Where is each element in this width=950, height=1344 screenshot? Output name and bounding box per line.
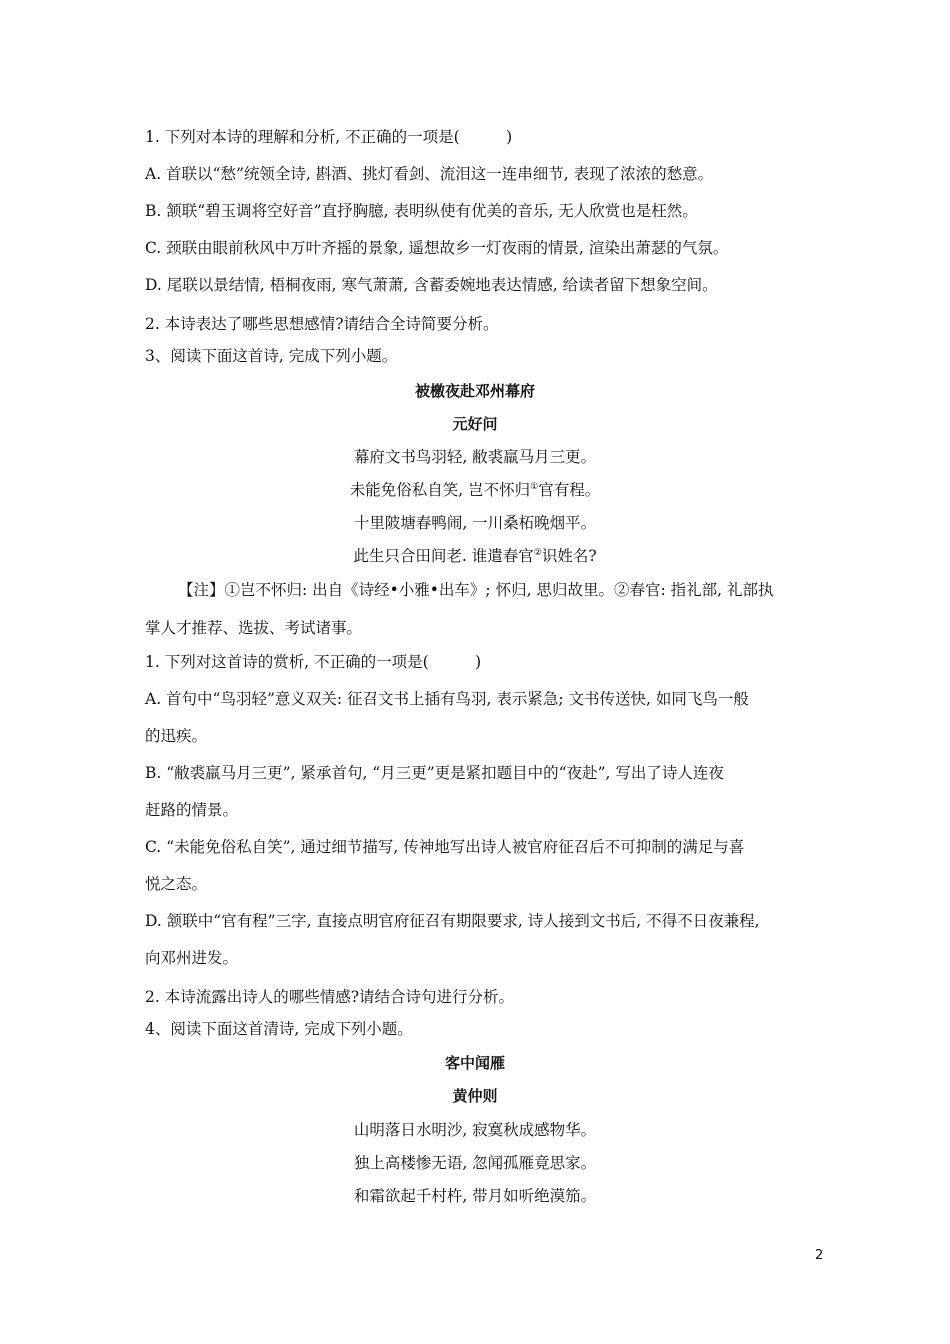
section3-option-a-line-2: 的迅疾。 [145, 727, 208, 745]
poem3-note-line-1: 【注】①岂不怀归: 出自《诗经•小雅•出车》; 怀归, 思归故里。②春官: 指礼部, 礼部执 [178, 581, 774, 599]
poem4-author: 黄仲则 [452, 1087, 498, 1105]
section3-option-b-line-1: B. “敝裘羸马月三更”, 紧承首句, “月三更”更是紧扣题目中的“夜赴”, 写出了诗人连夜 [145, 764, 724, 782]
poem3-author: 元好问 [452, 415, 498, 433]
poem4-line-3: 和霜欲起千村杵, 带月如听绝漠笳。 [353, 1187, 597, 1205]
prev-question-1: 1. 下列对本诗的理解和分析, 不正确的一项是( ) [145, 128, 513, 146]
poem3-line-4: 此生只合田间老. 谁遣春官②识姓名? [353, 547, 597, 565]
prev-option-b: B. 颔联“碧玉调将空好音”直抒胸臆, 表明纵使有优美的音乐, 无人欣赏也是枉然。 [145, 202, 698, 220]
prev-option-c: C. 颈联由眼前秋风中万叶齐摇的景象, 遥想故乡一灯夜雨的情景, 渲染出萧瑟的气氛。 [145, 239, 729, 257]
section3-question-2: 2. 本诗流露出诗人的哪些情感?请结合诗句进行分析。 [145, 988, 515, 1006]
poem3-title: 被檄夜赴邓州幕府 [414, 382, 535, 400]
section3-option-d-line-1: D. 颔联中“官有程”三字, 直接点明官府征召有期限要求, 诗人接到文书后, 不得不日夜兼程, [145, 912, 760, 930]
section3-option-c-line-1: C. “未能免俗私自笑”, 通过细节描写, 传神地写出诗人被官府征召后不可抑制的满足与喜 [145, 838, 745, 856]
section3-question-1: 1. 下列对这首诗的赏析, 不正确的一项是( ) [145, 653, 482, 671]
section3-option-c-line-2: 悦之态。 [145, 875, 208, 893]
section4-intro: 4、阅读下面这首清诗, 完成下列小题。 [145, 1020, 413, 1038]
section3-intro: 3、阅读下面这首诗, 完成下列小题。 [145, 347, 398, 365]
poem3-line-3: 十里陂塘春鸭闹, 一川桑柘晚烟平。 [353, 514, 597, 532]
poem4-title: 客中闻雁 [444, 1054, 505, 1072]
poem3-line-1: 幕府文书鸟羽轻, 敝裘羸马月三更。 [353, 448, 597, 466]
prev-option-a: A. 首联以“愁”统领全诗, 斟酒、挑灯看剑、流泪这一连串细节, 表现了浓浓的愁意。 [145, 165, 714, 183]
poem4-line-1: 山明落日水明沙, 寂寞秋成感物华。 [353, 1121, 597, 1139]
prev-option-d: D. 尾联以景结情, 梧桐夜雨, 寒气萧萧, 含蓄委婉地表达情感, 给读者留下想象空间。 [145, 276, 718, 294]
poem3-note-line-2: 掌人才推荐、选拔、考试诸事。 [145, 619, 363, 637]
prev-question-2: 2. 本诗表达了哪些思想感情?请结合全诗简要分析。 [145, 315, 499, 333]
page-number: 2 [815, 1248, 824, 1263]
poem4-line-2: 独上高楼惨无语, 忽闻孤雁竟思家。 [353, 1154, 597, 1172]
footnote-marker-2: ② [533, 547, 542, 558]
section3-option-d-line-2: 向邓州进发。 [145, 949, 239, 967]
section3-option-b-line-2: 赶路的情景。 [145, 801, 239, 819]
poem3-line-2: 未能免俗私自笑, 岂不怀归①官有程。 [349, 481, 601, 499]
footnote-marker-1: ① [530, 481, 539, 492]
section3-option-a-line-1: A. 首句中“鸟羽轻”意义双关: 征召文书上插有鸟羽, 表示紧急; 文书传送快, 如同飞鸟一般 [145, 690, 749, 708]
